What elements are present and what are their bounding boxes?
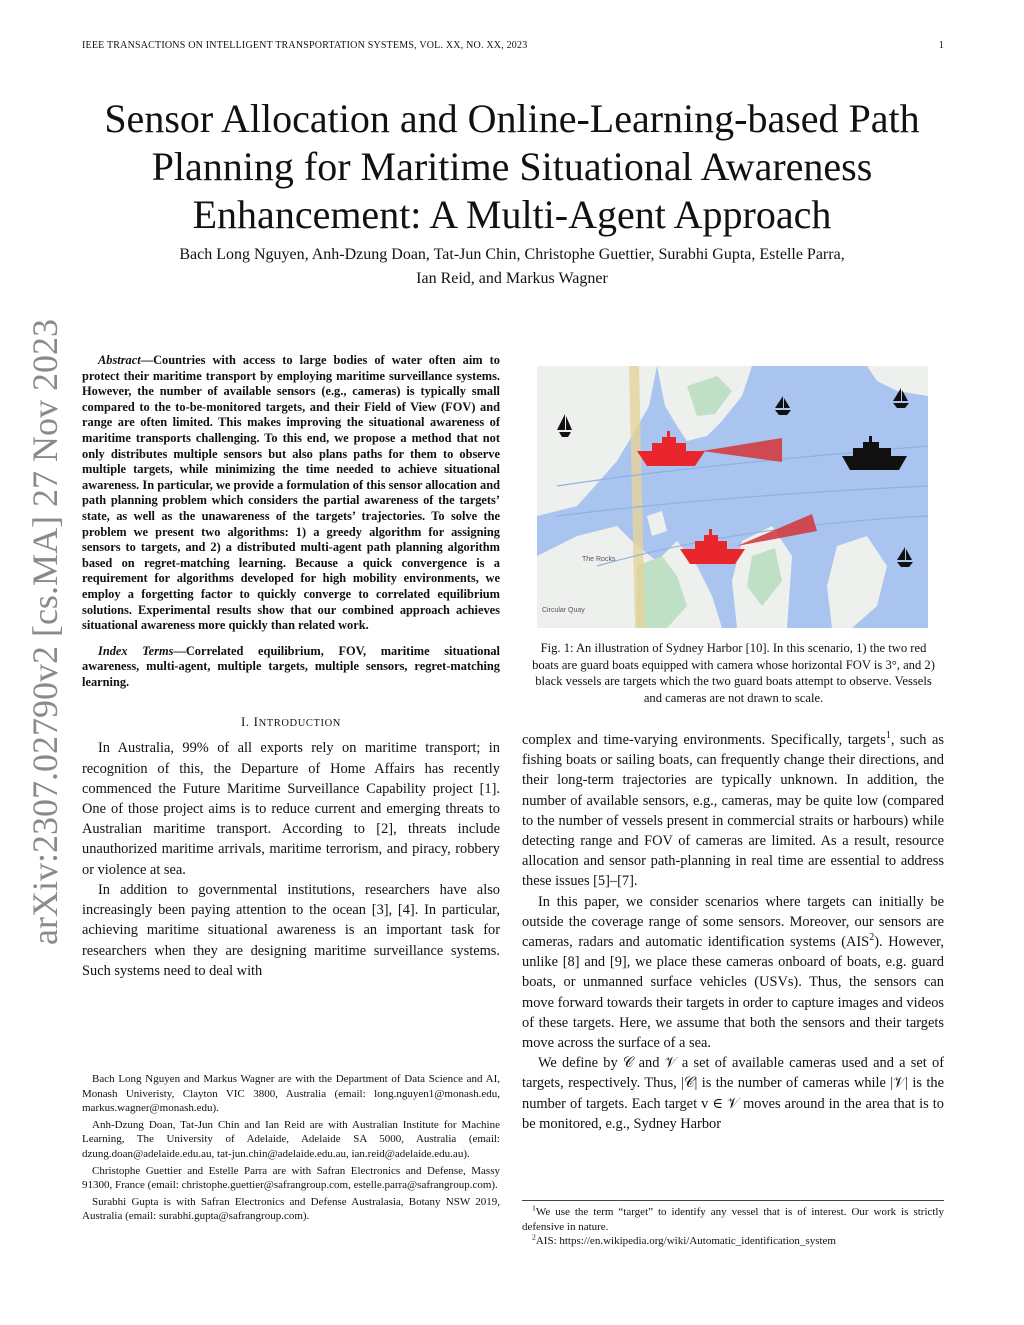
- abstract-text: —Countries with access to large bodies of water often aim to protect their maritime transport by employing maritime surveillance systems. However, the number of available sensors (e.g., cameras) is typically small compared to the to-be-monitored targets, and their Field of View (FOV) and range are often limited. This makes improving the situational awareness of maritime transports challenging. To this end, we propose a method that not only distributes multiple sensors but also plans paths for them to observe multiple targets, while minimizing the time needed to achieve situational awareness. In particular, we provide a formulation of this sensor allocation and path planning problem which considers the partial awareness of the targets’ state, as well as the unawareness of the targets’ trajectories. To solve the problem we present two algorithms: 1) a greedy algorithm for assigning sensors to targets, and 2) a distributed multi-agent path planning algorithm based on regret-matching learning. Because a quick convergence is a requirement for algorithms developed for high mobility environments, we employ a forgetting factor to quickly converge to correlated equilibrium solutions. Experimental results show that our combined approach achieves situational awareness more quickly than related work.: [82, 353, 500, 633]
- index-terms-lead: Index Terms: [98, 643, 174, 658]
- index-terms-text: —Correlated equilibrium, FOV, maritime situational awareness, multi-agent, multiple targets, multiple sensors, regret-matching learning.: [82, 643, 500, 689]
- journal-name: IEEE TRANSACTIONS ON INTELLIGENT TRANSPORTATION SYSTEMS, VOL. XX, NO. XX, 2023: [82, 40, 528, 51]
- footnote-1-text: We use the term “target” to identify any vessel that is of interest. Our work is strictly defensive in nature.: [522, 1206, 944, 1233]
- footnote-1: [522, 1205, 944, 1234]
- affiliation-footnotes: [82, 1072, 500, 1226]
- affiliation-4: Surabhi Gupta is with Safran Electronics and Defense Australasia, Botany NSW 2019, Australia (email: surabhi.gupta@safrangroup.com).: [82, 1195, 500, 1223]
- map-label-circular-quay: Circular Quay: [542, 607, 585, 614]
- footnote-1-mark: 1: [532, 1203, 536, 1213]
- page-number: 1: [938, 40, 944, 51]
- authors-line-1: Bach Long Nguyen, Anh-Dzung Doan, Tat-Jun Chin, Christophe Guettier, Surabhi Gupta, Estelle Parra,: [179, 246, 845, 263]
- authors-line-2: Ian Reid, and Markus Wagner: [416, 270, 608, 287]
- page-footnotes: [522, 1200, 944, 1249]
- footnote-2: [522, 1234, 944, 1249]
- section-title-initial: I: [253, 714, 259, 730]
- right-column-body: [522, 730, 944, 1134]
- footnote-ref-1[interactable]: 1: [885, 730, 891, 742]
- right-paragraph-1-rest: , such as fishing boats or sailing boats, can frequently change their directions, and their long-term trajectories are typically unknown. In addition, the number of available sensors, e.g., cameras, may be quite low (compared to the number of vessels present in commercial straits or harbours) while detecting range and FOV of cameras are limited. As a result, resource allocation and sensor path-planning in real time are essential to address these issues [5]–[7].: [522, 732, 944, 890]
- abstract: [82, 353, 500, 634]
- footnote-2-text: AIS: https://en.wikipedia.org/wiki/Automatic_identification_system: [535, 1235, 836, 1248]
- map-label-rocks: The Rocks: [582, 556, 616, 563]
- index-terms: [82, 644, 500, 691]
- affiliation-2: Anh-Dzung Doan, Tat-Jun Chin and Ian Reid are with Australian Institute for Machine Learning, The University of Adelaide, Adelaide SA 5000, Australia (email: dzung.doan@adelaide.edu.au, tat-jun.chin@adelaide.edu.au, ian.reid@adelaide.edu.au).: [82, 1118, 500, 1160]
- right-paragraph-1-start: complex and time-varying environments. Specifically, targets: [522, 732, 886, 748]
- footnote-2-mark: 2: [532, 1232, 536, 1242]
- section-numeral: I.: [240, 714, 250, 730]
- title-line-1: Sensor Allocation and Online-Learning-based Path: [104, 96, 920, 141]
- section-heading-introduction: [82, 714, 500, 730]
- footnote-ref-2[interactable]: 2: [869, 932, 875, 944]
- paper-title: [60, 95, 964, 239]
- running-header: [82, 40, 944, 51]
- affiliation-3: Christophe Guettier and Estelle Parra are with Safran Electronics and Defense, Massy 91300, France (email: christophe.guettier@safrangroup.com, estelle.parra@safrangroup.com).: [82, 1164, 500, 1192]
- intro-paragraph-2: In addition to governmental institutions, researchers have also increasingly been paying attention to the ocean [3], [4]. In particular, achieving maritime situational awareness is an important task for researchers when they are designing maritime surveillance systems. Such systems need to deal with: [82, 881, 500, 979]
- title-line-2: Planning for Maritime Situational Awareness: [151, 144, 873, 189]
- intro-paragraph-1: In Australia, 99% of all exports rely on maritime transport; in recognition of this, the Departure of Home Affairs has recently commenced the Future Maritime Surveillance Capability project [1]. One of those project aims is to reduce current and emerging threats to Australian maritime transport. According to [2], threats include unauthorized maritime arrivals, maritime terrorism, and piracy, robbery or violence at sea.: [82, 740, 500, 878]
- left-column: [82, 353, 500, 981]
- author-list: [80, 243, 944, 291]
- figure-sydney-harbor-map: [537, 366, 928, 628]
- title-line-3: Enhancement: A Multi-Agent Approach: [192, 192, 832, 237]
- introduction-body: [82, 738, 500, 980]
- right-paragraph-1: [522, 730, 944, 892]
- affiliation-1: Bach Long Nguyen and Markus Wagner are with the Department of Data Science and AI, Monash Univeristy, Clayton VIC 3800, Australia (email: long.nguyen1@monash.edu, markus.wagner@monash.edu).: [82, 1073, 500, 1115]
- arxiv-stamp: arXiv:2307.02790v2 [cs.MA] 27 Nov 2023: [25, 319, 65, 945]
- right-paragraph-2-rest: ). However, unlike [8] and [9], we place these cameras onboard of boats, e.g. guard boats, or unmanned surface vehicles (USVs). Thus, the sensors can move forward towards their targets in order to capture images and videos of these targets. Here, we assume that both the sensors and their targets move across the surface of a sea.: [522, 934, 944, 1052]
- section-title-rest: NTRODUCTION: [258, 718, 341, 730]
- right-paragraph-2: [522, 892, 944, 1054]
- right-paragraph-2-start: In this paper, we consider scenarios where targets can initially be outside the coverage range of some sensors. Moreover, our sensors are cameras, radars and automatic identification systems (AIS: [522, 893, 944, 951]
- figure-caption: Fig. 1: An illustration of Sydney Harbor [10]. In this scenario, 1) the two red boats are guard boats equipped with camera whose horizontal FOV is 3°, and 2) black vessels are targets which the two guard boats attempt to observe. Vessels and cameras are not drawn to scale.: [532, 641, 935, 705]
- right-paragraph-3: We define by 𝒞 and 𝒱 a set of available cameras used and a set of targets, respectively. Thus, |𝒞| is the number of cameras while |𝒱| is the number of targets. Each target v ∈ 𝒱 moves around in the area that is to be monitored, e.g., Sydney Harbor: [522, 1055, 944, 1132]
- harbor-map-illustration: [537, 366, 928, 628]
- abstract-lead: Abstract: [98, 353, 141, 367]
